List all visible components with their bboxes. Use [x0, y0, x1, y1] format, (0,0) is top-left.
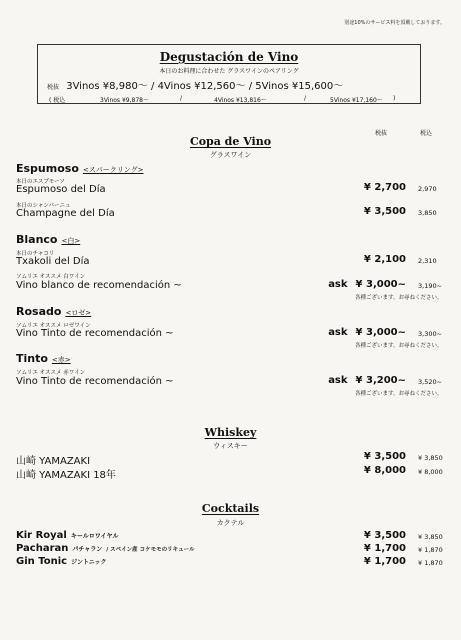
tasting-option-5-incl: 5Vinos ¥17,160～ [330, 97, 383, 104]
menu-item: Champagne del Día [16, 208, 115, 219]
tasting-option-4: 4Vinos ¥12,560～ [157, 81, 246, 92]
item-jp: 本日のシャンパーニュ [16, 203, 71, 209]
price: ¥ 1,700 [363, 543, 406, 554]
item-jp: 本日のエスプモーソ [16, 179, 65, 185]
category-blanco [16, 233, 80, 246]
item-jp: 本日のチャコリ [16, 251, 55, 257]
separator: / [248, 81, 253, 92]
tasting-box [37, 44, 421, 104]
category-label-jp: <白> [61, 237, 81, 245]
category-rosado [16, 305, 91, 318]
price-tax-incl: 3,850 [418, 209, 437, 217]
price-tax-incl: ¥ 3,850 [418, 454, 443, 462]
category-label: Rosado [16, 305, 62, 318]
price: ¥ 3,500 [363, 206, 406, 217]
whiskey-title: Whiskey [204, 426, 257, 439]
item-jp: ソムリエ オススメ 赤ワイン [16, 370, 86, 376]
ask-label: ask [328, 375, 348, 386]
category-label-jp: <ロゼ> [65, 309, 92, 317]
ask-note: 各種ございます。お尋ねください。 [355, 343, 443, 349]
separator: / [180, 95, 183, 102]
price: ¥ 2,700 [363, 182, 406, 193]
ask-label: ask [328, 327, 348, 338]
price-tax-incl: 3,190~ [418, 282, 443, 290]
price-with-ask [328, 279, 406, 290]
menu-item: Espumoso del Día [16, 184, 106, 195]
tasting-option-3-incl: 3Vinos ¥9,878～ [100, 97, 149, 104]
separator: / [151, 81, 155, 92]
ask-note: 各種ございます。お尋ねください。 [355, 295, 443, 301]
ask-label: ask [328, 279, 348, 290]
price-tax-incl: 3,520~ [418, 378, 443, 386]
menu-item: Txakoli del Día [16, 256, 90, 267]
tax-incl-label: ( 税込 [49, 97, 66, 104]
cocktails-subtitle: カクテル [216, 519, 245, 527]
menu-item: Vino blanco de recomendación ~ [16, 280, 182, 291]
copa-title: Copa de Vino [189, 135, 272, 148]
price: ¥ 8,000 [363, 465, 406, 476]
ask-note: 各種ございます。お尋ねください。 [355, 391, 443, 397]
price: ¥ 3,500 [363, 530, 406, 541]
copa-subtitle: グラスワイン [209, 151, 252, 159]
menu-item: 山崎 YAMAZAKI [16, 456, 91, 467]
menu-item [16, 556, 106, 567]
category-label: Blanco [16, 233, 58, 246]
price-tax-incl: 2,310 [418, 257, 437, 265]
column-tax-incl: 税込 [420, 130, 433, 137]
category-label-jp: <赤> [51, 356, 71, 364]
category-tinto [16, 352, 71, 365]
price: ¥ 3,000~ [355, 279, 406, 290]
tasting-title: Degustación de Vino [159, 50, 299, 64]
tasting-subtitle: 本日のお料理に合わせた グラスワインのペアリング [159, 68, 299, 75]
item-jp: キールロワイヤル [70, 533, 119, 540]
price: ¥ 3,000~ [355, 327, 406, 338]
tasting-option-3: 3Vinos ¥8,980～ [66, 81, 148, 92]
item-name: Pacharan [16, 543, 69, 554]
service-charge-note: 別途10%のサービス料を頂戴しております。 [344, 20, 445, 26]
price-tax-incl: ¥ 3,850 [418, 533, 443, 541]
item-jp: ソムリエ オススメ 白ワイン [16, 274, 86, 280]
category-label-jp: <スパークリング> [82, 166, 144, 174]
tasting-option-5: 5Vinos ¥15,600～ [255, 81, 344, 92]
price-tax-incl: ¥ 8,000 [418, 468, 443, 476]
menu-item [16, 543, 194, 554]
price-tax-incl: ¥ 1,870 [418, 546, 443, 554]
category-label: Tinto [16, 352, 48, 365]
item-name: Gin Tonic [16, 556, 68, 567]
tasting-option-4-incl: 4Vinos ¥13,816～ [214, 97, 267, 104]
item-jp-desc: / スペイン産 コケモモのリキュール [106, 547, 195, 553]
cocktails-title: Cocktails [201, 502, 260, 515]
price-tax-incl: 3,300~ [418, 330, 443, 338]
item-name: Kir Royal [16, 530, 67, 541]
item-jp: ジントニック [71, 559, 107, 566]
column-tax-excl: 税抜 [375, 130, 388, 137]
item-jp: パチャラン [72, 546, 103, 553]
menu-item: Vino Tinto de recomendación ~ [16, 328, 174, 339]
category-label: Espumoso [16, 162, 79, 175]
menu-item [16, 530, 119, 541]
price: ¥ 3,200~ [355, 375, 406, 386]
tasting-prices [47, 77, 343, 92]
menu-item: Vino Tinto de recomendación ~ [16, 376, 174, 387]
item-jp: ソムリエ オススメ ロゼワイン [16, 323, 91, 329]
category-espumoso [16, 162, 143, 175]
separator: / [304, 95, 307, 102]
menu-item: 山崎 YAMAZAKI 18年 [16, 470, 116, 481]
price: ¥ 3,500 [363, 451, 406, 462]
tax-excl-label: 税抜 [47, 84, 60, 91]
price: ¥ 2,100 [363, 254, 406, 265]
price-tax-incl: ¥ 1,870 [418, 559, 443, 567]
price: ¥ 1,700 [363, 556, 406, 567]
close-paren: ) [393, 95, 396, 102]
price-with-ask [328, 375, 406, 386]
price-with-ask [328, 327, 406, 338]
whiskey-subtitle: ウィスキー [213, 442, 248, 450]
price-tax-incl: 2,970 [418, 185, 437, 193]
